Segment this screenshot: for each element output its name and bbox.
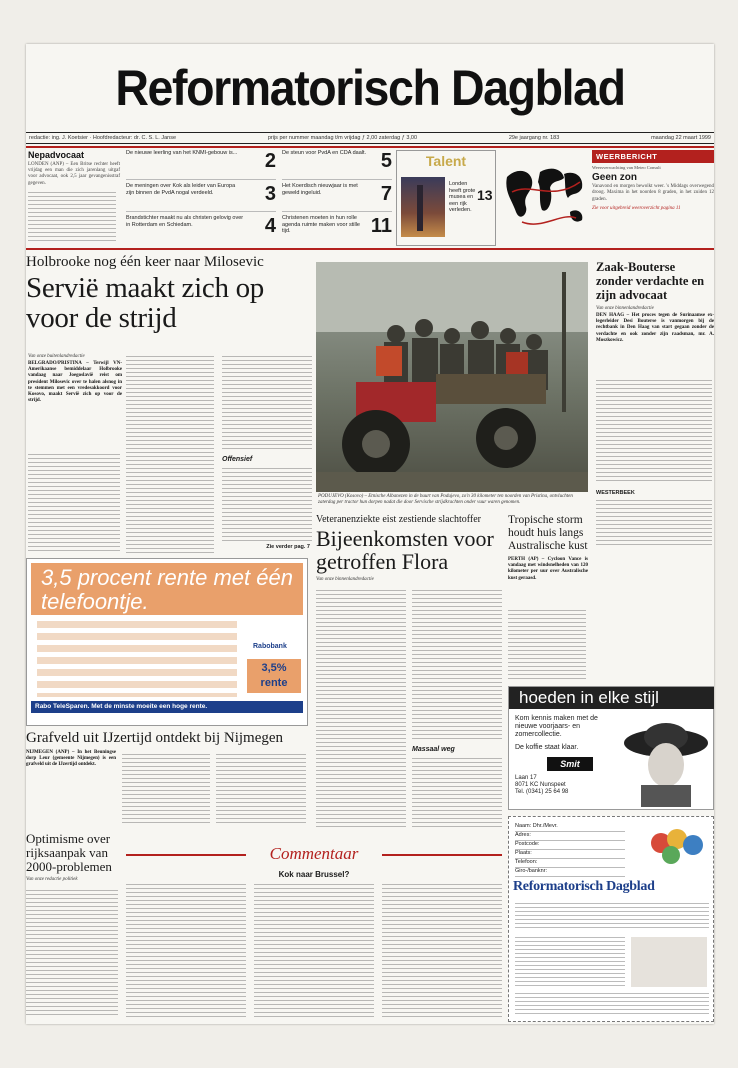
coupon-field-city[interactable]: Plaats: [515, 850, 625, 859]
teaser-number: 3 [264, 183, 276, 205]
talent-box [396, 150, 496, 246]
ad-footer: Rabo TeleSparen. Met de minste moeite een hoge rente. [31, 701, 303, 713]
optimisme-byline: Van onze redactie politiek [26, 877, 78, 882]
ad-brand: Rabobank [253, 643, 287, 650]
coupon-send-box [631, 937, 707, 987]
cycloon-intro: PERTH (AP) – Cycloon Vance is vandaag met windsnelheden van 120 kilometer per uur over Australische kust geraasd. [508, 557, 588, 581]
teasers-col-1 [126, 150, 276, 246]
teaser-text: Brandstichter maakt nu als christen gelovig over in Rotterdam en Schiedam. [126, 215, 244, 228]
hoeden-address [515, 775, 568, 796]
lead-headline: Servië maakt zich op voor de strijd [26, 272, 264, 334]
commentaar [126, 844, 502, 1024]
lead-story [26, 254, 316, 333]
teaser-number: 11 [370, 215, 392, 237]
optimisme-headline: Optimisme over rijksaanpak van 2000-problemen [26, 831, 112, 874]
teaser-number: 7 [380, 183, 392, 205]
lady-with-hat-illustration [621, 713, 711, 807]
coupon-field-name[interactable]: Naam: Dhr./Mevr. [515, 823, 625, 832]
photo-caption: PODUJEVO (Kosovo) – Etnische Albanezen in de buurt van Podujevo, zo'n 30 kilometer ten noorden van Pristina, ontvluchten zaterdag per tractor hun dorpen nadat die door Servische strijdkrachten onder vuur waren genomen. [318, 494, 573, 505]
hoeden-text: Kom kennis maken met de nieuwe voorjaars- en zomercollectie. [515, 715, 598, 738]
teaser-text: De nieuwe leerling van het KNMI-gebouw is... [126, 150, 238, 156]
optimisme-story [26, 832, 120, 1022]
weather-text: Vanavond en morgen bewolkt weer. 's Middags overwegend droog. Maxima in het noorden 8 graden, in het zuiden 12 graden. [592, 184, 714, 202]
weather-sub: Weersverwachting van Meteo Consult [592, 165, 661, 170]
lead-col-1 [28, 354, 122, 554]
teaser-number: 2 [264, 150, 276, 172]
red-rule [26, 146, 714, 148]
lead-kicker: Holbrooke nog één keer naar Milosevic [26, 254, 264, 270]
grafveld-story [26, 730, 308, 830]
coupon-field-phone[interactable]: Telefoon: [515, 859, 625, 868]
talent-photo [401, 177, 445, 237]
hoeden-city: 8071 KC Nunspeet [515, 782, 566, 788]
teaser-number: 5 [380, 150, 392, 172]
bouterse-sub: WESTERBEEK [596, 490, 635, 496]
grafveld-intro: NIJMEGEN (ANP) – In het Beuningse dorp Leur (gemeente Nijmegen) is een grafveld uit de IJzertijd ontdekt. [26, 750, 116, 768]
lead-byline: Van onze buitenlandredactie [28, 354, 85, 359]
tower-shape [417, 185, 423, 231]
info-date: maandag 22 maart 1999 [651, 135, 711, 141]
flora-kicker: Veteranenziekte eist zestiende slachtoffer [316, 514, 482, 525]
lead-col-3 [222, 356, 314, 554]
weather-box [592, 150, 714, 246]
grafveld-headline: Grafveld uit IJzertijd ontdekt bij Nijmegen [26, 730, 284, 746]
bouterse-headline: Zaak-Bouterse zonder verdachte en zijn advocaat [596, 260, 705, 302]
bouterse-intro: DEN HAAG – Het proces tegen de Surinaamse ex-legerleider Desi Bouterse is vanmorgen bij de rechtbank in Den Haag van start gegaan zonder de verdachte en ook zonder zijn raadsman, mr. A. Moszkowicz. [596, 313, 714, 343]
teaser-text: De steun voor PvdA en CDA daalt. [282, 150, 367, 156]
teaser-text: Christenen moeten in hun rolle agenda ruimte maken voor stille tijd. [282, 215, 360, 234]
ad-rate: 3,5% rente [247, 659, 301, 693]
lead-subheading: Offensief [222, 456, 253, 463]
weather-note: Zie voor uitgebreid weeroverzicht pagina 11 [592, 205, 681, 211]
cycloon-headline: Tropische storm houdt huis langs Australische kust [508, 514, 588, 552]
weather-headline: Geen zon [592, 172, 638, 184]
red-rule [26, 248, 714, 250]
coupon-field-bank[interactable]: Giro-/banknr: [515, 868, 625, 877]
ad-title: 3,5 procent rente met één telefoontje. [41, 565, 293, 614]
flora-story [316, 514, 502, 844]
info-editor: redactie: ing. J. Koetsier · Hoofdredacteur: dr. C. S. L. Janse [29, 135, 177, 141]
masthead [26, 44, 714, 132]
kosovo-photo [316, 262, 588, 492]
lead-intro: BELGRADO/PRISTINA – Terwijl VN-Amerikaanse bemiddelaar Holbrooke vandaag naar Joegoslavië reist om president Milosevic over te halen alsnog in te stemmen met een vredesakkoord voor Kosovo, maakt Servië zich op voor de strijd. [28, 361, 122, 404]
newspaper-page [26, 44, 714, 1024]
weather-label: WEERBERICHT [592, 150, 714, 163]
coupon-brand: Reformatorisch Dagblad [513, 879, 655, 894]
rabobank-ad [26, 558, 308, 726]
coupon-field-postcode[interactable]: Postcode: [515, 841, 625, 850]
bouterse-byline: Van onze binnenlandredactie [596, 306, 654, 311]
cycloon-story [508, 514, 588, 684]
talent-number: 13 [477, 187, 493, 203]
hoeden-street: Laan 17 [515, 775, 537, 781]
ad-table [37, 621, 237, 697]
teaser-number: 4 [264, 215, 276, 237]
lead-more: Zie verder pag. 7 [266, 544, 310, 550]
flora-headline: Bijeenkomsten voor getroffen Flora [316, 526, 494, 574]
hoeden-cta: De koffie staat klaar. [515, 744, 579, 751]
coupon-fields [515, 823, 625, 877]
lead-col-2 [126, 356, 216, 554]
world-map [502, 152, 588, 242]
info-price: prijs per nummer maandag t/m vrijdag ƒ 2,00 zaterdag ƒ 3,00 [267, 135, 418, 141]
hoeden-title: hoeden in elke stijl [509, 687, 714, 709]
hoeden-phone: Tel. (0341) 25 64 98 [515, 789, 569, 795]
brief-title: Nepadvocaat [28, 150, 85, 160]
talent-text: Londen heeft grote musea en een rijk verleden. [449, 181, 476, 213]
teaser-text: Het Koerdisch nieuwjaar is met geweld ingeluid. [282, 183, 358, 196]
teaser-text: De meningen over Kok als leider van Europa zijn binnen de PvdA nogal verdeeld. [126, 183, 236, 196]
nepadvocaat-brief [28, 150, 120, 246]
flora-sub: Massaal weg [412, 746, 455, 753]
ad-banner [31, 563, 303, 615]
talent-label: Talent [425, 153, 467, 169]
hoeden-brand: Smit [547, 757, 593, 771]
subscription-coupon[interactable] [508, 816, 714, 1022]
bouterse-story [596, 260, 714, 550]
newspaper-title: Reformatorisch Dagblad [115, 60, 625, 116]
hoeden-ad [508, 686, 714, 810]
info-issue: 29e jaargang nr. 183 [508, 135, 560, 141]
info-bar [26, 132, 714, 144]
brief-text: LONDEN (ANP) – Een Britse rechter heeft vrijdag een man die zich jarenlang uitgaf voor advocaat, ook 2,5 jaar gevangenisstraf gegeven. [28, 162, 120, 186]
commentaar-label: Commentaar [246, 844, 382, 864]
colorful-logo-illustration [647, 825, 709, 869]
flora-byline: Van onze binnenlandredactie [316, 577, 374, 582]
commentaar-headline: Kok naar Brussel? [278, 870, 350, 879]
coupon-field-address[interactable]: Adres: [515, 832, 625, 841]
teasers-col-2 [282, 150, 392, 246]
